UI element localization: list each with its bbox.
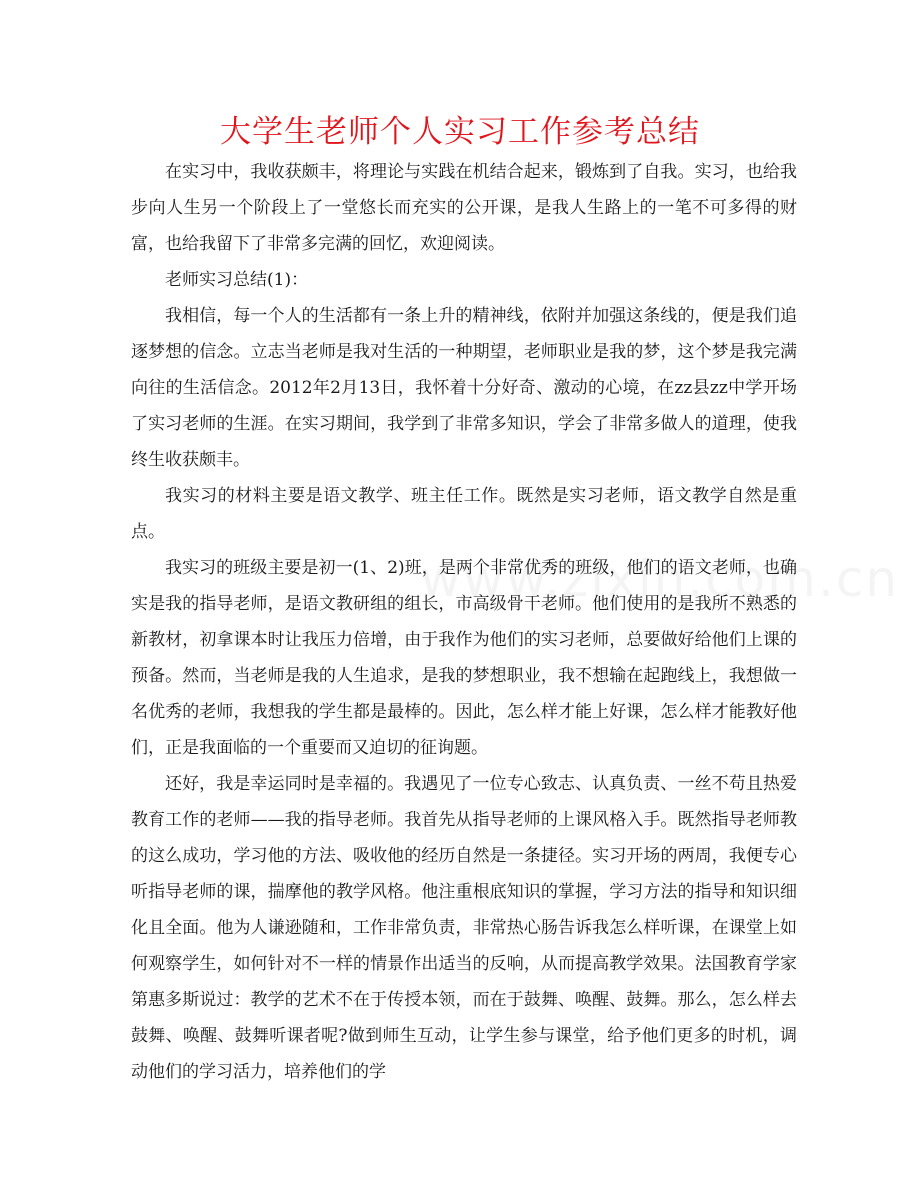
section-heading: 老师实习总结(1)：	[165, 270, 309, 290]
paragraph-class: 我实习的班级主要是初一(1、2)班，是两个非常优秀的班级，他们的语文老师，也确实是我的指导老师，是语文教研组的组长，市高级骨干老师。他们使用的是我所不熟悉的新教材，初拿课本时让我压力倍增，由于我作为他们的实习老师，总要做好给他们上课的预备。然而，当老师是我的人生追求，是我的梦想职业，我不想输在起跑线上，我想做一名优秀的老师，我想我的学生都是最棒的。因此，怎么样才能上好课，怎么样才能教好他们，正是我面临的一个重要而又迫切的征询题。	[131, 558, 797, 758]
document-body	[131, 154, 797, 1090]
paragraph-belief: 我相信，每一个人的生活都有一条上升的精神线，依附并加强这条线的，便是我们追逐梦想的信念。立志当老师是我对生活的一种期望，老师职业是我的梦，这个梦是我完满向往的生活信念。2012年2月13日，我怀着十分好奇、激动的心境，在zz县zz中学开场了实习老师的生涯。在实习期间，我学到了非常多知识，学会了非常多做人的道理，使我终生收获颇丰。	[131, 306, 797, 470]
paragraph-materials: 我实习的材料主要是语文教学、班主任工作。既然是实习老师，语文教学自然是重点。	[131, 486, 797, 542]
paragraph-intro: 在实习中，我收获颇丰，将理论与实践在机结合起来，锻炼到了自我。实习，也给我步向人生另一个阶段上了一堂悠长而充实的公开课，是我人生路上的一笔不可多得的财富，也给我留下了非常多完满的回忆，欢迎阅读。	[131, 162, 797, 254]
document-title: 大学生老师个人实习工作参考总结	[220, 114, 700, 150]
paragraph-mentor: 还好，我是幸运同时是幸福的。我遇见了一位专心致志、认真负责、一丝不苟且热爱教育工作的老师——我的指导老师。我首先从指导老师的上课风格入手。既然指导老师教的这么成功，学习他的方法、吸收他的经历自然是一条捷径。实习开场的两周，我便专心听指导老师的课，揣摩他的教学风格。他注重根底知识的掌握，学习方法的指导和知识细化且全面。他为人谦逊随和，工作非常负责，非常热心肠告诉我怎么样听课，在课堂上如何观察学生，如何针对不一样的情景作出适当的反响，从而提高教学效果。法国教育学家第惠多斯说过：教学的艺术不在于传授本领，而在于鼓舞、唤醒、鼓舞。那么，怎么样去鼓舞、唤醒、鼓舞听课者呢?做到师生互动，让学生参与课堂，给予他们更多的时机，调动他们的学习活力，培养他们的学	[131, 774, 797, 1082]
